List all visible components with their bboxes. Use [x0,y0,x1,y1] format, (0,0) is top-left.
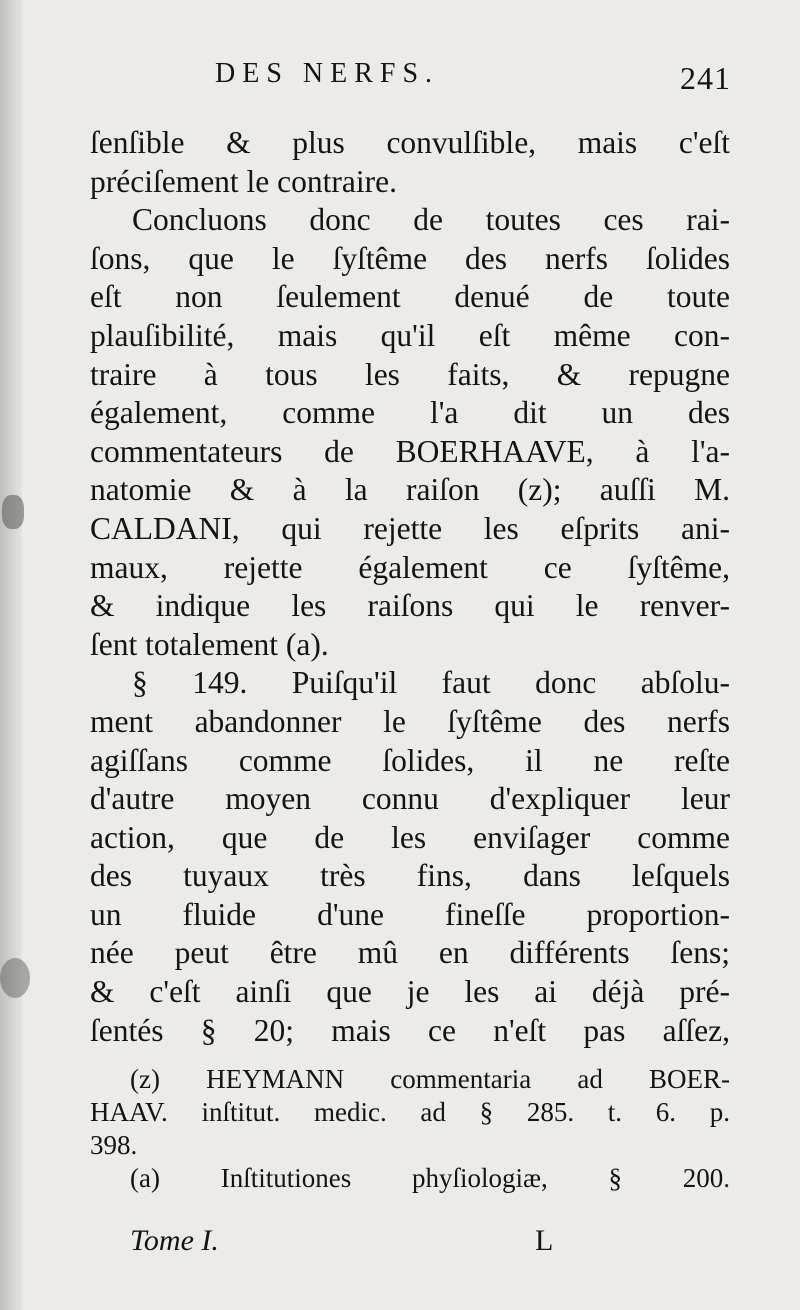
text-line: & c'eſt ainſi que je les ai déjà pré- [90,974,730,1010]
text-line: ſenſible & plus convulſible, mais c'eſt [90,125,730,160]
footnote-z-line: (z) HEYMANN commentaria ad BOER- [130,1064,730,1094]
text-line: & indique les raiſons qui le renver- [90,588,730,624]
text-line: maux, rejette également ce ſyſtême, [90,549,730,585]
running-header [215,58,735,98]
text-line: agiſſans comme ſolides, il ne reſte [90,742,730,778]
signature-line [130,1224,580,1264]
text-line: ſent totalement (a). [90,626,329,662]
text-line: ment abandonner le ſyſtême des nerfs [90,703,730,739]
text-line: Concluons donc de toutes ces rai- [132,202,730,238]
volume-label: Tome I. [130,1224,219,1257]
text-line: également, comme l'a dit un des [90,395,730,431]
text-line: natomie & à la raiſon (z); auſſi M. [90,472,730,508]
body-text [90,124,730,1050]
text-line: plauſibilité, mais qu'il eſt même con- [90,317,730,353]
footnote-a-line: (a) Inſtitutiones phyſiologiæ, § 200. [130,1163,730,1193]
text-line: née peut être mû en différents ſens; [90,935,730,971]
text-line: des tuyaux très fins, dans leſquels [90,858,730,894]
text-line: CALDANI, qui rejette les eſprits ani- [90,510,730,546]
text-line: ſentés § 20; mais ce n'eſt pas aſſez, [90,1012,730,1048]
text-line: eſt non ſeulement denué de toute [90,279,730,315]
footnotes [90,1063,730,1195]
text-line: un fluide d'une fineſſe proportion- [90,896,730,932]
text-line: traire à tous les faits, & repugne [90,356,730,392]
page-gutter-shadow [0,0,22,1310]
ink-stain [2,495,24,529]
ink-stain [0,958,30,998]
signature-mark: L [535,1224,554,1257]
text-line: action, que de les enviſager comme [90,819,730,855]
page-number: 241 [680,60,731,96]
text-line: ſons, que le ſyſtême des nerfs ſolides [90,240,730,276]
footnote-z-line: 398. [90,1130,138,1160]
text-line: commentateurs de BOERHAAVE, à l'a- [90,433,730,469]
text-line: d'autre moyen connu d'expliquer leur [90,781,730,817]
text-line: préciſement le contraire. [90,163,397,199]
running-title: DES NERFS. [215,58,440,89]
text-line: § 149. Puiſqu'il faut donc abſolu- [132,665,730,701]
footnote-z-line: HAAV. inſtitut. medic. ad § 285. t. 6. p. [90,1097,730,1127]
